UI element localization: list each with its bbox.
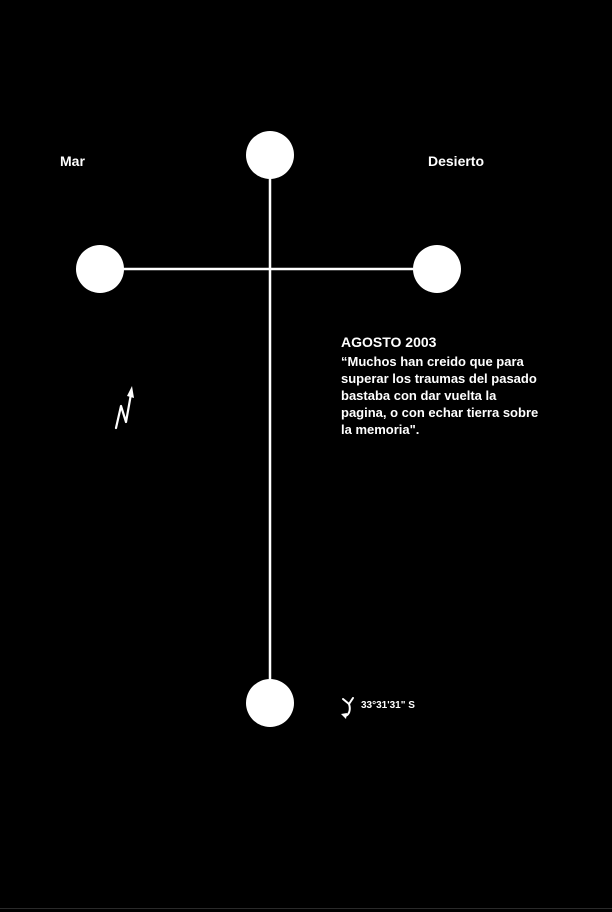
latitude-label: 33°31'31" S: [361, 700, 415, 711]
label-sea: Mar: [60, 153, 85, 169]
circle-top: [246, 131, 294, 179]
label-desert: Desierto: [428, 153, 485, 169]
circle-bottom: [246, 679, 294, 727]
date-title: AGOSTO 2003: [341, 334, 437, 350]
circle-left: [76, 245, 124, 293]
quote-text: “Muchos han creido que para superar los traumas del pasado bastaba con dar vuelta la pagina, o con echar tierra sobre la memoria".: [341, 354, 539, 437]
south-arrow-icon: [341, 698, 353, 719]
north-arrow-icon: [116, 386, 134, 428]
bottom-divider: [0, 908, 612, 909]
circle-right: [413, 245, 461, 293]
